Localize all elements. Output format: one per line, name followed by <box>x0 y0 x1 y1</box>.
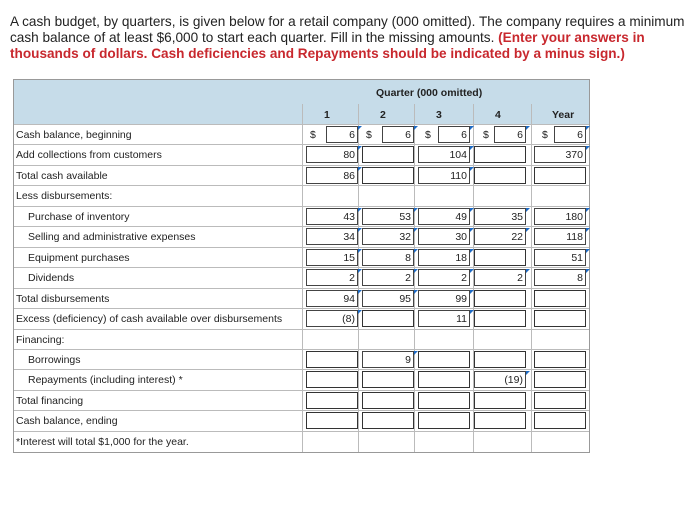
answer-input[interactable] <box>362 310 414 327</box>
cell-value: 18 <box>455 251 467 264</box>
value-cell <box>306 146 358 163</box>
cell-value: 32 <box>399 231 411 244</box>
prompt-instruction: (Enter your answers in thousands of dollars. Cash deficiencies and Repayments should be indicated by a minus sign.) <box>10 30 645 61</box>
answer-input[interactable] <box>362 412 414 429</box>
cell-marker-icon <box>526 371 530 375</box>
value-cell <box>534 249 586 266</box>
answer-input[interactable] <box>474 310 526 327</box>
cell-value: 6 <box>461 129 467 141</box>
cell-value: 11 <box>456 313 467 326</box>
column-header-q3: 3 <box>436 109 442 121</box>
cell-value: 180 <box>565 210 583 223</box>
row-label: *Interest will total $1,000 for the year. <box>16 435 189 448</box>
table-row <box>14 288 589 310</box>
cell-value: 2 <box>517 272 523 285</box>
row-label: Dividends <box>28 272 75 285</box>
table-row <box>14 308 589 330</box>
value-cell <box>362 208 414 225</box>
value-cell <box>418 208 470 225</box>
answer-input[interactable] <box>418 412 470 429</box>
answer-input[interactable] <box>418 392 470 409</box>
answer-input[interactable] <box>474 412 526 429</box>
value-cell <box>362 351 414 368</box>
table-row <box>14 185 589 207</box>
answer-input[interactable] <box>474 249 526 266</box>
answer-input[interactable] <box>306 371 358 388</box>
cell-marker-icon <box>470 126 474 130</box>
cell-value: 2 <box>405 272 411 285</box>
cell-value: 6 <box>349 129 355 141</box>
cell-value: 6 <box>405 129 411 141</box>
cell-value: 30 <box>455 231 467 244</box>
cell-value: 94 <box>343 292 355 305</box>
value-cell <box>306 228 358 245</box>
answer-input[interactable] <box>362 392 414 409</box>
answer-input[interactable] <box>362 371 414 388</box>
answer-input[interactable] <box>534 310 586 327</box>
cell-value: 8 <box>405 251 411 264</box>
cell-value: 6 <box>577 129 583 141</box>
value-cell <box>438 126 470 143</box>
cell-value: 22 <box>511 231 523 244</box>
dollar-sign: $ <box>542 129 548 141</box>
cell-marker-icon <box>526 269 530 273</box>
cell-value: 15 <box>343 251 355 264</box>
answer-input[interactable] <box>362 146 414 163</box>
cell-value: 99 <box>455 292 467 305</box>
value-cell <box>418 228 470 245</box>
answer-input[interactable] <box>534 412 586 429</box>
value-cell <box>534 208 586 225</box>
answer-input[interactable] <box>534 392 586 409</box>
cell-marker-icon <box>586 146 590 150</box>
cell-value: 95 <box>399 292 411 305</box>
cell-value: 80 <box>343 149 355 162</box>
cell-value: 51 <box>571 251 583 264</box>
row-label: Cash balance, beginning <box>16 129 132 141</box>
cell-marker-icon <box>526 126 530 130</box>
column-header-q1: 1 <box>324 109 330 121</box>
value-cell <box>418 146 470 163</box>
problem-prompt <box>10 14 692 62</box>
row-label: Total financing <box>16 394 84 407</box>
cell-value: 2 <box>461 272 467 285</box>
value-cell <box>554 126 586 143</box>
cell-value: 9 <box>405 353 411 366</box>
answer-input[interactable] <box>418 351 470 368</box>
cell-marker-icon <box>586 228 590 232</box>
cell-marker-icon <box>586 208 590 212</box>
answer-input[interactable] <box>306 392 358 409</box>
cell-value: 35 <box>511 210 523 223</box>
value-cell <box>474 371 526 388</box>
table-row <box>14 329 589 351</box>
value-cell <box>418 290 470 307</box>
table-row <box>14 247 589 269</box>
value-cell <box>362 228 414 245</box>
row-label: Equipment purchases <box>28 251 130 264</box>
cell-marker-icon <box>526 228 530 232</box>
cell-marker-icon <box>414 126 418 130</box>
dollar-sign: $ <box>425 129 431 141</box>
answer-input[interactable] <box>362 167 414 184</box>
cell-value: 2 <box>349 272 355 285</box>
answer-input[interactable] <box>474 146 526 163</box>
answer-input[interactable] <box>534 351 586 368</box>
cell-value: 43 <box>343 210 355 223</box>
table-row <box>14 369 589 391</box>
cell-value: 118 <box>566 231 583 244</box>
cell-value: 6 <box>517 129 523 141</box>
row-label: Total cash available <box>16 169 108 182</box>
value-cell <box>418 310 470 327</box>
table-row <box>14 410 589 432</box>
value-cell <box>306 249 358 266</box>
cell-marker-icon <box>586 249 590 253</box>
column-header-q4: 4 <box>495 109 501 121</box>
answer-input[interactable] <box>306 351 358 368</box>
quarter-group-header: Quarter (000 omitted) <box>376 87 483 99</box>
value-cell <box>418 167 470 184</box>
row-label: Borrowings <box>28 353 81 366</box>
cell-value: (19) <box>504 374 523 387</box>
table-row <box>14 267 589 289</box>
row-label: Cash balance, ending <box>16 415 118 428</box>
cell-value: 86 <box>343 169 355 182</box>
table-row <box>14 144 589 166</box>
cell-value: 8 <box>577 272 583 285</box>
answer-input[interactable] <box>306 412 358 429</box>
table-row <box>14 390 589 412</box>
value-cell <box>418 269 470 286</box>
prompt-text: A cash budget, by quarters, is given below for a retail company (000 omitted). The company requires a minimum cash balance of at least $6,000 to start each quarter. Fill in the missing amounts. <box>10 14 685 45</box>
dollar-sign: $ <box>366 129 372 141</box>
row-label: Selling and administrative expenses <box>28 231 196 244</box>
answer-input[interactable] <box>534 290 586 307</box>
dollar-sign: $ <box>483 129 489 141</box>
value-cell <box>474 208 526 225</box>
value-cell <box>474 269 526 286</box>
value-cell <box>534 146 586 163</box>
cell-value: 34 <box>343 231 355 244</box>
table-row <box>14 124 589 146</box>
row-label: Add collections from customers <box>16 149 162 162</box>
row-label: Total disbursements <box>16 292 110 305</box>
row-label: Excess (deficiency) of cash available over disbursements <box>16 313 283 326</box>
value-cell <box>494 126 526 143</box>
value-cell <box>362 249 414 266</box>
table-row <box>14 165 589 187</box>
answer-input[interactable] <box>474 167 526 184</box>
cell-marker-icon <box>586 126 590 130</box>
answer-input[interactable] <box>474 392 526 409</box>
value-cell <box>306 310 358 327</box>
cell-value: 104 <box>449 149 467 162</box>
cell-marker-icon <box>586 269 590 273</box>
value-cell <box>534 228 586 245</box>
table-row <box>14 226 589 248</box>
cell-value: 49 <box>455 210 467 223</box>
row-label: Less disbursements: <box>16 190 113 203</box>
cash-budget-table <box>13 79 590 453</box>
value-cell <box>534 269 586 286</box>
table-row <box>14 206 589 228</box>
row-label: Financing: <box>16 333 65 346</box>
cell-value: 370 <box>565 149 583 162</box>
value-cell <box>474 228 526 245</box>
answer-input[interactable] <box>474 290 526 307</box>
value-cell <box>326 126 358 143</box>
cell-value: (8) <box>342 313 355 326</box>
column-header-year: Year <box>552 109 575 121</box>
cell-marker-icon <box>358 126 362 130</box>
answer-input[interactable] <box>534 371 586 388</box>
table-row <box>14 431 589 453</box>
value-cell <box>362 269 414 286</box>
answer-input[interactable] <box>418 371 470 388</box>
value-cell <box>362 290 414 307</box>
value-cell <box>306 208 358 225</box>
cell-marker-icon <box>526 208 530 212</box>
answer-input[interactable] <box>534 167 586 184</box>
value-cell <box>382 126 414 143</box>
row-label: Purchase of inventory <box>28 210 130 223</box>
value-cell <box>306 290 358 307</box>
answer-input[interactable] <box>474 351 526 368</box>
value-cell <box>418 249 470 266</box>
value-cell <box>306 167 358 184</box>
value-cell <box>306 269 358 286</box>
dollar-sign: $ <box>310 129 316 141</box>
column-header-q2: 2 <box>380 109 386 121</box>
cell-value: 53 <box>399 210 411 223</box>
cell-value: 110 <box>450 169 467 182</box>
table-row <box>14 349 589 371</box>
row-label: Repayments (including interest) * <box>28 374 183 387</box>
